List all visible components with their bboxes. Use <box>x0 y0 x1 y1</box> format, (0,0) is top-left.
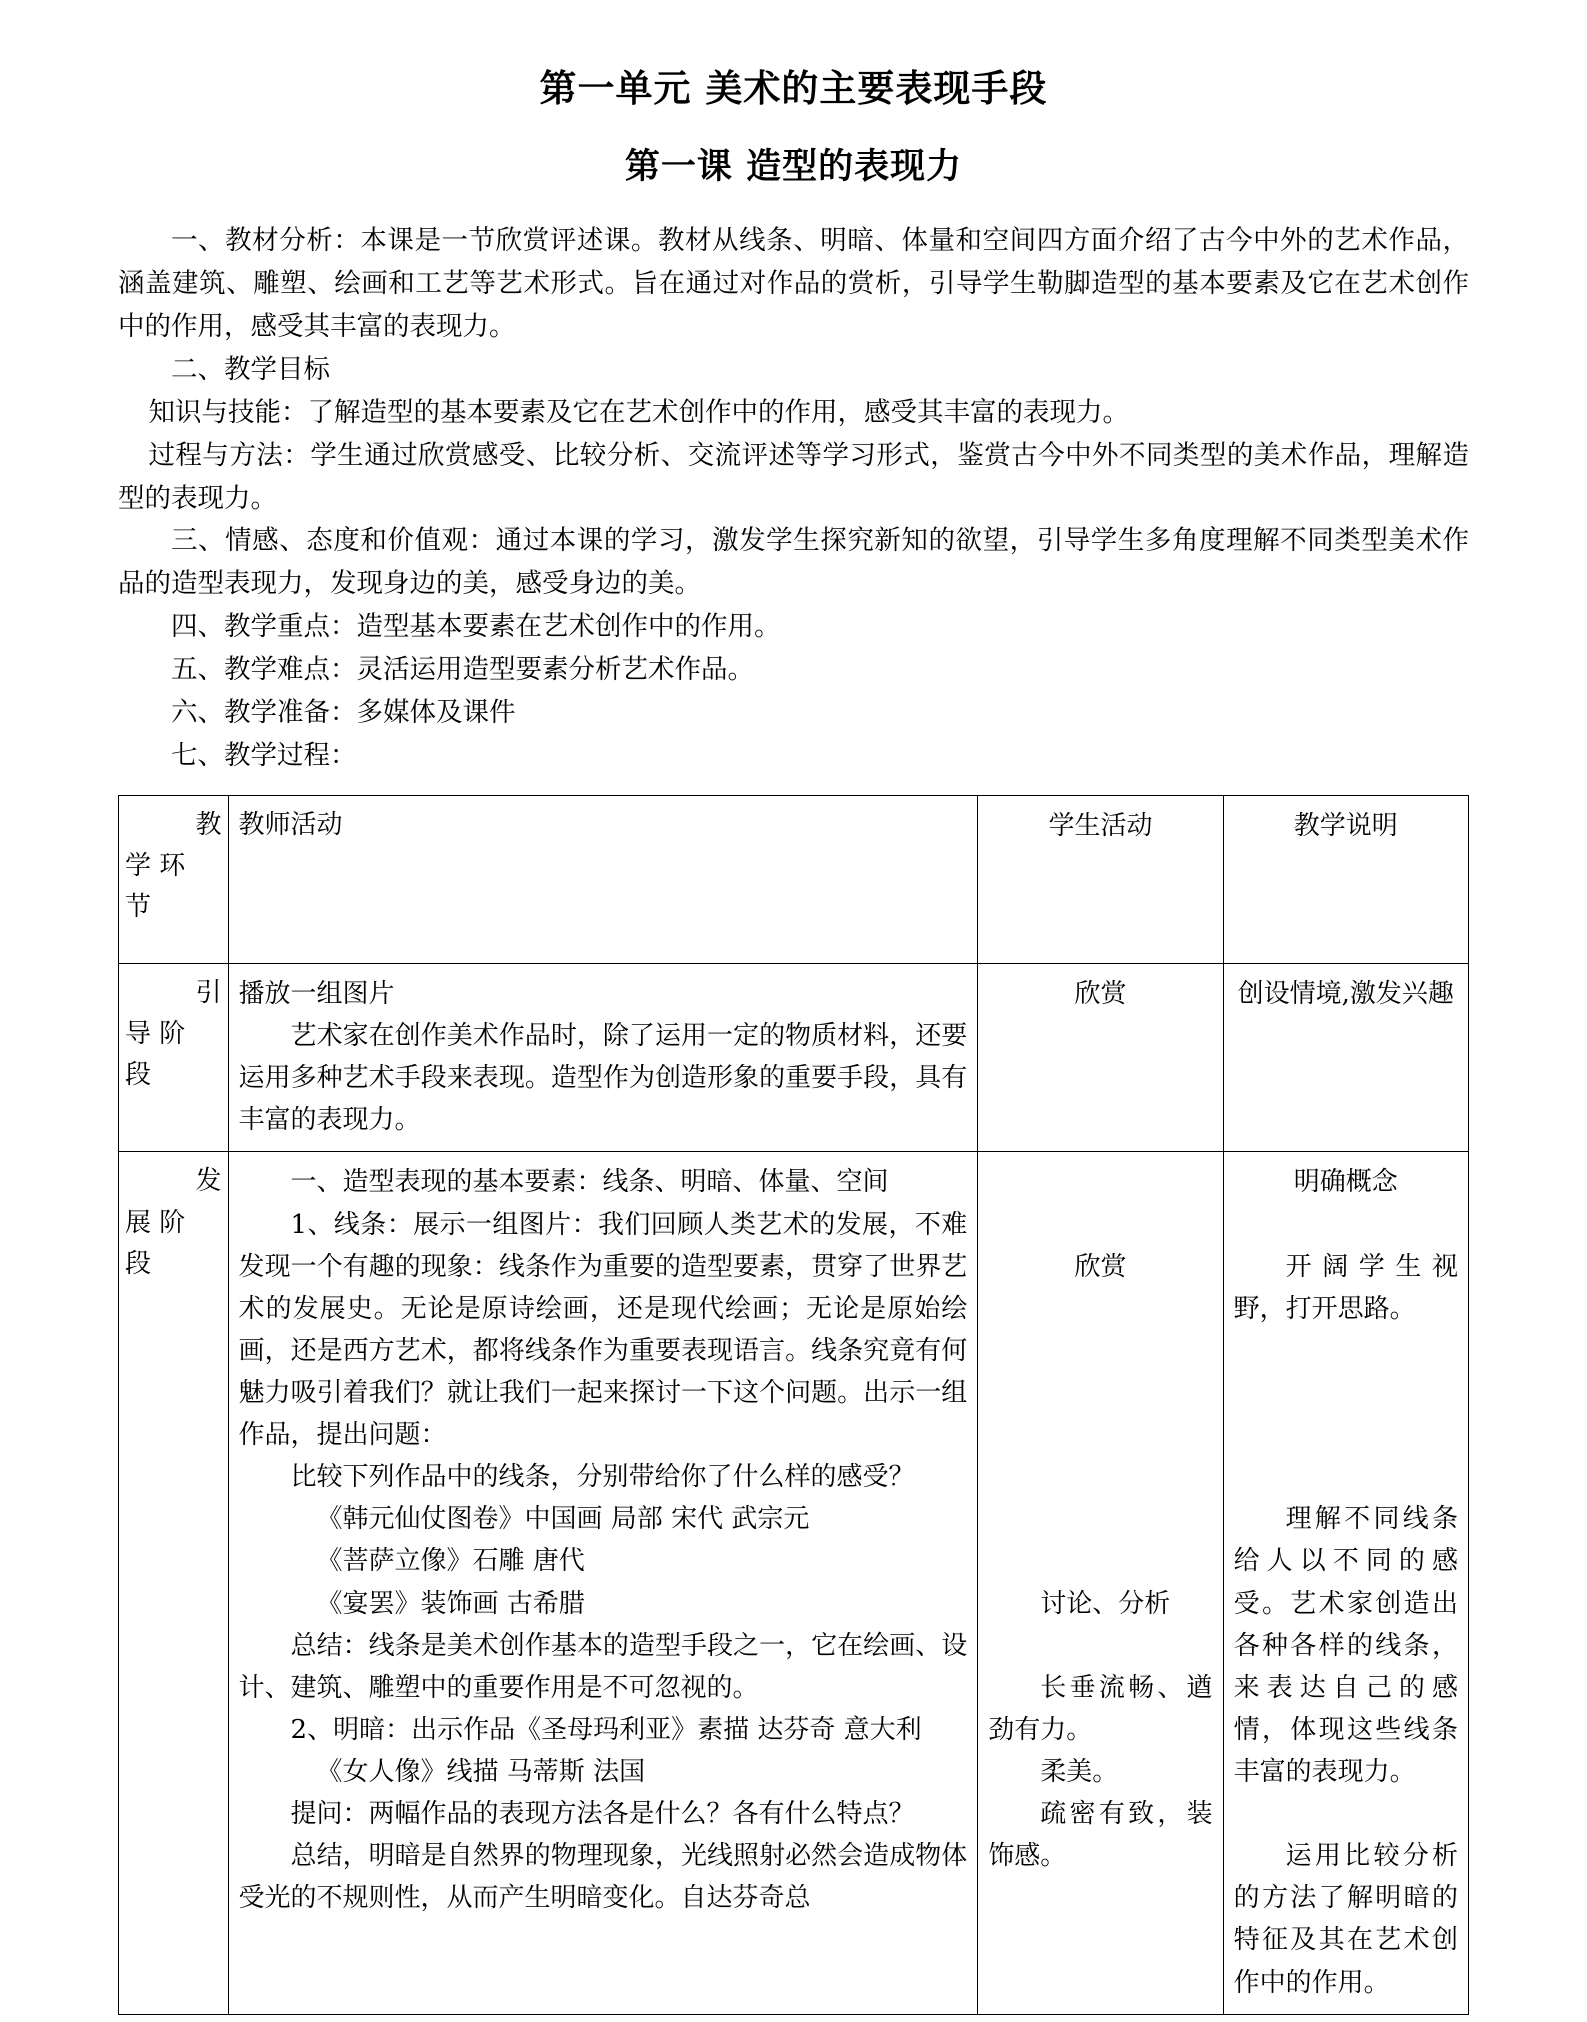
table-row-development-stage <box>119 1152 1469 2014</box>
teacher-development-artwork-3: 《宴罢》装饰画 古希腊 <box>316 1588 585 1619</box>
note-development-spacer-1 <box>1234 1204 1458 1246</box>
paragraph-teaching-process-heading: 七、教学过程： <box>171 740 357 772</box>
paragraph-emotion-attitude-values: 三、情感、态度和价值观：通过本课的学习，激发学生探究新知的欲望，引导学生多角度理解不同类型美术作品的造型表现力，发现身边的美，感受身边的美。 <box>118 525 1469 600</box>
teacher-development-line-11: 总结，明暗是自然界的物理现象，光线照射必然会造成物体受光的不规则性，从而产生明暗变化。自达芬奇总 <box>238 1841 968 1914</box>
header-teacher-activity-label: 教师活动 <box>238 809 343 840</box>
student-development-spacer-10 <box>988 1625 1212 1667</box>
header-cell-student-activity <box>978 795 1223 963</box>
paragraph-teaching-preparation: 六、教学准备：多媒体及课件 <box>171 697 516 729</box>
student-development-line-2: 讨论、分析 <box>1040 1588 1171 1619</box>
note-development-line-2: 开阔学生视野，打开思路。 <box>1233 1251 1458 1324</box>
paragraph-knowledge-skills: 知识与技能：了解造型的基本要素及它在艺术创作中的作用，感受其丰富的表现力。 <box>148 396 1129 428</box>
stage-development-line-2: 展 阶 <box>125 1207 186 1238</box>
note-development-spacer-6 <box>1234 1793 1458 1835</box>
note-development-spacer-4 <box>1234 1414 1458 1456</box>
student-development-line-5: 疏密有致，装饰感。 <box>988 1799 1213 1872</box>
student-development-spacer-8 <box>988 1498 1212 1540</box>
note-development-line-4: 运用比较分析的方法了解明暗的特征及其在艺术创作中的作用。 <box>1233 1841 1458 1998</box>
stage-development-line-1: 发 <box>195 1166 222 1197</box>
note-guidance-line-1: 创设情境,激发兴趣 <box>1237 978 1454 1009</box>
stage-guidance-line-3: 段 <box>125 1060 152 1091</box>
header-student-activity-label: 学生活动 <box>1048 810 1153 841</box>
student-development-spacer-7 <box>988 1456 1212 1498</box>
paragraph-teaching-goals-heading: 二、教学目标 <box>171 353 330 385</box>
student-development-spacer-3 <box>988 1288 1212 1330</box>
student-development-spacer-9 <box>988 1540 1212 1582</box>
teaching-process-table <box>118 795 1469 2015</box>
header-stage-line-1: 教 <box>195 809 222 840</box>
paragraph-teaching-difficulty: 五、教学难点：灵活运用造型要素分析艺术作品。 <box>171 654 754 686</box>
teacher-development-line-8: 2、明暗：出示作品《圣母玛利亚》素描 达芬奇 意大利 <box>290 1714 922 1745</box>
teacher-development-artwork-1: 《韩元仙仗图卷》中国画 局部 宋代 武宗元 <box>316 1504 810 1535</box>
header-cell-teaching-note <box>1223 795 1468 963</box>
cell-stage-development <box>119 1152 229 2014</box>
teacher-development-line-7: 总结：线条是美术创作基本的造型手段之一，它在绘画、设计、建筑、雕塑中的重要作用是不可忽视的。 <box>238 1630 968 1703</box>
teacher-development-line-1: 一、造型表现的基本要素：线条、明暗、体量、空间 <box>290 1167 889 1198</box>
page-title: 第一单元 美术的主要表现手段 <box>539 66 1048 110</box>
cell-teacher-guidance <box>228 963 978 1151</box>
note-development-spacer-3 <box>1234 1372 1458 1414</box>
stage-guidance-line-1: 引 <box>195 977 222 1008</box>
cell-student-development <box>978 1152 1223 2014</box>
header-stage-line-2: 学 环 <box>125 851 186 882</box>
stage-development-line-3: 段 <box>125 1248 152 1279</box>
student-development-line-4: 柔美。 <box>1040 1756 1119 1787</box>
stage-guidance-line-2: 导 阶 <box>125 1019 186 1050</box>
teacher-development-line-3: 比较下列作品中的线条，分别带给你了什么样的感受？ <box>290 1462 915 1493</box>
paragraph-textbook-analysis: 一、教材分析：本课是一节欣赏评述课。教材从线条、明暗、体量和空间四方面介绍了古今中外的艺术作品，涵盖建筑、雕塑、绘画和工艺等艺术形式。旨在通过对作品的赏析，引导学生勒脚造型的基本要素及它在艺术创作中的作用，感受其丰富的表现力。 <box>118 225 1469 342</box>
cell-stage-guidance <box>119 963 229 1151</box>
cell-note-guidance <box>1223 963 1468 1151</box>
header-stage-line-3: 节 <box>125 892 152 923</box>
header-cell-stage <box>119 795 229 963</box>
teacher-guidance-line-1: 播放一组图片 <box>238 978 395 1009</box>
student-development-line-1: 欣赏 <box>1074 1251 1127 1282</box>
student-guidance-line-1: 欣赏 <box>1074 978 1127 1009</box>
teacher-development-line-2: 1、线条：展示一组图片：我们回顾人类艺术的发展，不难发现一个有趣的现象：线条作为重要的造型要素，贯穿了世界艺术的发展史。无论是原诗绘画，还是现代绘画；无论是原始绘画，还是西方艺术，都将线条作为重要表现语言。线条究竟有何魅力吸引着我们？就让我们一起来探讨一下这个问题。出示一组作品，提出问题： <box>238 1209 968 1451</box>
header-teaching-note-label: 教学说明 <box>1293 810 1398 841</box>
note-development-spacer-2 <box>1234 1330 1458 1372</box>
cell-note-development <box>1223 1152 1468 2014</box>
note-development-line-1: 明确概念 <box>1293 1167 1398 1198</box>
note-development-spacer-5 <box>1234 1456 1458 1498</box>
lesson-intro-body <box>118 220 1469 778</box>
student-development-spacer-4 <box>988 1330 1212 1372</box>
student-development-line-3: 长垂流畅、遒劲有力。 <box>988 1672 1213 1745</box>
student-development-spacer-5 <box>988 1372 1212 1414</box>
cell-teacher-development <box>228 1152 978 2014</box>
teacher-development-line-10: 提问：两幅作品的表现方法各是什么？各有什么特点？ <box>290 1799 915 1830</box>
table-header-row <box>119 795 1469 963</box>
teacher-development-artwork-4: 《女人像》线描 马蒂斯 法国 <box>316 1756 646 1787</box>
student-development-spacer-2 <box>988 1204 1212 1246</box>
student-development-spacer-1 <box>988 1161 1212 1203</box>
page-subtitle: 第一课 造型的表现力 <box>624 146 963 187</box>
table-row-guidance-stage <box>119 963 1469 1151</box>
note-development-line-3: 理解不同线条给人以不同的感受。艺术家创造出各种各样的线条，来表达自己的感情，体现这些线条丰富的表现力。 <box>1233 1504 1458 1787</box>
paragraph-process-methods: 过程与方法：学生通过欣赏感受、比较分析、交流评述等学习形式，鉴赏古今中外不同类型的美术作品，理解造型的表现力。 <box>118 439 1469 514</box>
cell-student-guidance <box>978 963 1223 1151</box>
paragraph-teaching-focus: 四、教学重点：造型基本要素在艺术创作中的作用。 <box>171 611 781 643</box>
teacher-development-artwork-2: 《菩萨立像》石雕 唐代 <box>316 1546 585 1577</box>
student-development-spacer-6 <box>988 1414 1212 1456</box>
teacher-guidance-line-2: 艺术家在创作美术作品时，除了运用一定的物质材料，还要运用多种艺术手段来表现。造型作为创造形象的重要手段，具有丰富的表现力。 <box>238 1021 968 1136</box>
header-cell-teacher-activity <box>228 795 978 963</box>
